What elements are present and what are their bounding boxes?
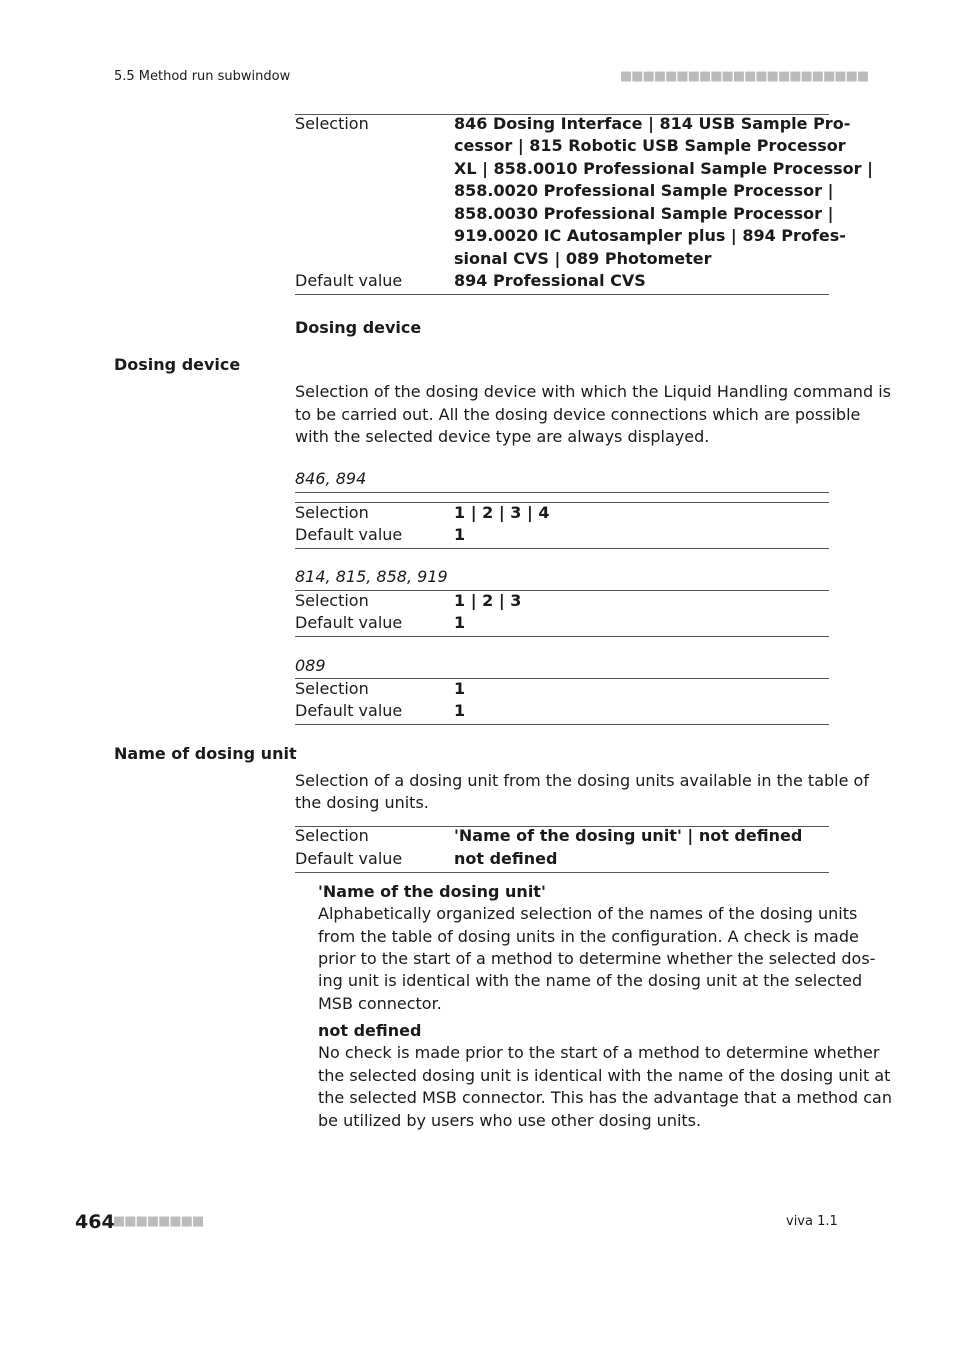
selection-label: Selection: [295, 503, 369, 522]
selection-value: 'Name of the dosing unit' | not defined: [454, 826, 803, 845]
selection-value-line: sional CVS | 089 Photometer: [454, 249, 712, 268]
option-description-line: MSB connector.: [318, 994, 442, 1013]
product-version: viva 1.1: [786, 1214, 838, 1229]
rule: [295, 492, 829, 493]
rule: [295, 678, 829, 679]
dosing-device-side-heading: Dosing device: [114, 355, 241, 374]
default-value: 1: [454, 701, 466, 720]
selection-value: 1: [454, 679, 466, 698]
device-group-caption: 089: [295, 656, 326, 675]
description-line: with the selected device type are always displayed.: [295, 427, 710, 446]
selection-value: 1 | 2 | 3 | 4: [454, 503, 550, 522]
option-description-line: ing unit is identical with the name of the dosing unit at the selected: [318, 971, 863, 990]
option-title: not defined: [318, 1021, 422, 1040]
name-of-dosing-unit-side-heading: Name of dosing unit: [114, 744, 297, 763]
selection-value-line: 858.0030 Professional Sample Processor |: [454, 204, 834, 223]
default-value: 1: [454, 613, 466, 632]
selection-value-line: XL | 858.0010 Professional Sample Processor |: [454, 159, 873, 178]
option-description-line: from the table of dosing units in the configuration. A check is made: [318, 927, 859, 946]
selection-label: Selection: [295, 826, 369, 845]
description-line: to be carried out. All the dosing device connections which are possible: [295, 405, 861, 424]
option-title: 'Name of the dosing unit': [318, 882, 546, 901]
selection-value-line: 919.0020 IC Autosampler plus | 894 Profes-: [454, 226, 846, 245]
option-description-line: the selected dosing unit is identical with the name of the dosing unit at: [318, 1066, 891, 1085]
option-description-line: be utilized by users who use other dosing units.: [318, 1111, 702, 1130]
default-label: Default value: [295, 849, 403, 868]
rule: [295, 724, 829, 725]
description-line: the dosing units.: [295, 793, 429, 812]
default-value: 1: [454, 525, 466, 544]
rule: [295, 590, 829, 591]
default-label: Default value: [295, 701, 403, 720]
default-label: Default value: [295, 613, 403, 632]
rule: [295, 636, 829, 637]
rule: [295, 872, 829, 873]
selection-label: Selection: [295, 591, 369, 610]
selection-value: 1 | 2 | 3: [454, 591, 522, 610]
dosing-device-heading: Dosing device: [295, 318, 422, 337]
rule: [295, 548, 829, 549]
option-description-line: prior to the start of a method to determine whether the selected dos-: [318, 949, 876, 968]
default-label: Default value: [295, 525, 403, 544]
running-header-decoration: ■■■■■■■■■■■■■■■■■■■■■■: [620, 69, 869, 84]
table-bottom-rule: [295, 294, 829, 295]
default-value: 894 Professional CVS: [454, 271, 646, 290]
description-line: Selection of a dosing unit from the dosing units available in the table of: [295, 771, 869, 790]
rule: [295, 502, 829, 503]
footer-decoration: ■■■■■■■■: [113, 1214, 204, 1229]
selection-value-line: 846 Dosing Interface | 814 USB Sample Pro-: [454, 114, 851, 133]
page-number: 464: [75, 1211, 115, 1233]
selection-label: Selection: [295, 679, 369, 698]
selection-value-line: cessor | 815 Robotic USB Sample Processor: [454, 136, 846, 155]
selection-label: Selection: [295, 114, 369, 133]
device-group-caption: 846, 894: [295, 469, 367, 488]
default-value: not defined: [454, 849, 558, 868]
option-description-line: the selected MSB connector. This has the advantage that a method can: [318, 1088, 892, 1107]
default-label: Default value: [295, 271, 403, 290]
option-description-line: Alphabetically organized selection of the names of the dosing units: [318, 904, 858, 923]
device-group-caption: 814, 815, 858, 919: [295, 567, 448, 586]
description-line: Selection of the dosing device with which the Liquid Handling command is: [295, 382, 891, 401]
running-header-section: 5.5 Method run subwindow: [114, 69, 291, 84]
option-description-line: No check is made prior to the start of a method to determine whether: [318, 1043, 880, 1062]
selection-value-line: 858.0020 Professional Sample Processor |: [454, 181, 834, 200]
